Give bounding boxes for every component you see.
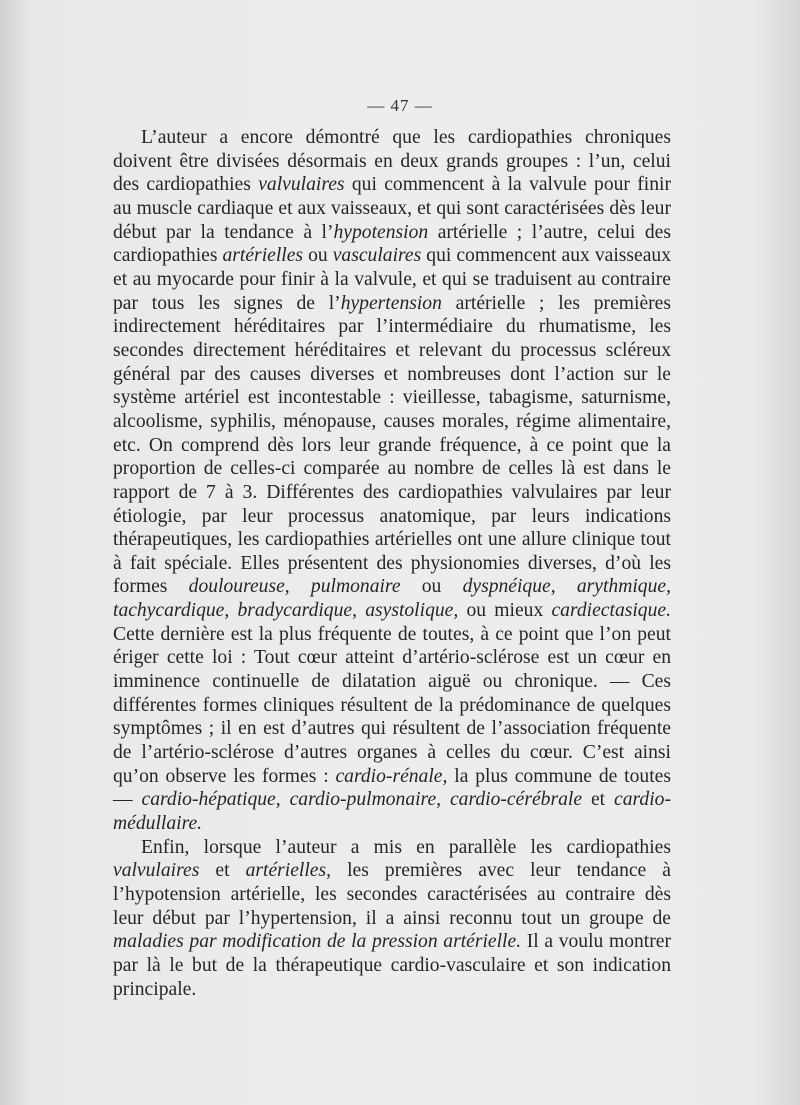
- italic-term-valvulaires: valvulaires: [258, 174, 345, 196]
- paragraph-1: [113, 126, 671, 836]
- italic-term-arterielles: artérielles: [222, 245, 304, 267]
- page-number: — 47 —: [367, 96, 433, 115]
- text-segment: ou mieux: [458, 600, 552, 622]
- italic-term-cardiectasique: cardiectasique.: [551, 600, 671, 622]
- text-segment: ou: [400, 576, 463, 598]
- text-segment: Il a voulu montrer par là le but de la thérapeutique cardio-vasculaire et son indication principale.: [113, 931, 671, 1000]
- italic-term-forms-1: douloureuse, pulmonaire: [188, 576, 401, 598]
- text-segment: Enfin, lorsque l’auteur a mis en parallèle les cardiopathies: [141, 836, 671, 858]
- italic-term-hypotension: hypotension: [333, 221, 429, 243]
- text-segment: et: [199, 860, 246, 882]
- text-segment: et: [582, 789, 615, 811]
- italic-term-valvulaires: valvulaires: [113, 860, 200, 882]
- text-segment: artérielle ; l’autre, celui des cardiopathies: [113, 221, 671, 267]
- italic-term-maladies-pression: maladies par modification de la pression artérielle.: [113, 931, 522, 953]
- text-segment: la plus commune de toutes —: [113, 765, 671, 811]
- text-segment: les premières avec leur tendance à l’hypotension artérielle, les secondes caractérisées au contraire dès leur début par l’hypertension, il a ainsi reconnu tout un groupe de: [113, 860, 672, 929]
- italic-term-hypertension: hypertension: [340, 292, 442, 314]
- paragraph-2: [113, 836, 671, 1002]
- italic-term-forms-2: dyspnéique, arythmique, tachycardique, bradycardique, asystolique,: [113, 576, 671, 622]
- text-segment: L’auteur a encore démontré que les cardiopathies chroniques doivent être divisées désormais en deux grands groupes : l’un, celui des cardiopathies: [113, 127, 671, 196]
- text-segment: qui commencent à la valvule pour finir au muscle cardiaque et aux vaisseaux, et qui sont caractérisées dès leur début par la tendance à l’: [113, 174, 672, 243]
- italic-term-cardio-renale: cardio-rénale,: [335, 765, 448, 787]
- text-segment: artérielle ; les premières indirectement héréditaires par l’intermédiaire du rhumatisme, les secondes directement héréditaires et relevant du processus scléreux général par des causes diverses et nombreuses dont l’action sur le système artériel est incontestable : vieillesse, tabagisme, saturnisme, alcoolisme, syphilis, ménopause, causes morales, régime alimentaire, etc. On comprend dès lors leur grande fréquence, à ce point que la proportion de celles-ci comparée au nombre de celles là est dans le rapport de 7 à 3. Différentes des cardiopathies valvulaires par leur étiologie, par leur processus anatomique, par leurs indications thérapeutiques, les cardiopathies artérielles ont une allure clinique tout à fait spéciale. Elles présentent des physionomies diverses, d’où les formes: [113, 292, 671, 598]
- italic-term-arterielles: artérielles,: [245, 860, 332, 882]
- italic-term-cardio-medullaire: cardio-médullaire.: [113, 789, 671, 835]
- text-segment: Cette dernière est la plus fréquente de toutes, à ce point que l’on peut ériger cette loi : Tout cœur atteint d’artério-sclérose est un cœur en imminence continuelle de dilatation aiguë ou chronique. — Ces différentes formes cliniques résultent de la prédominance de quelques symptômes ; il en est d’autres qui résultent de l’association fréquente de l’artério-sclérose d’autres organes à celles du cœur. C’est ainsi qu’on observe les formes :: [113, 623, 671, 787]
- italic-term-cardio-forms: cardio-hépatique, cardio-pulmonaire, cardio-cérébrale: [141, 789, 583, 811]
- italic-term-vasculaires: vasculaires: [332, 245, 422, 267]
- text-segment: ou: [303, 245, 333, 267]
- body-text: [113, 126, 671, 1001]
- text-segment: qui commencent aux vaisseaux et au myocarde pour finir à la valvule, et qui se traduisent au contraire par tous les signes de l’: [113, 245, 672, 314]
